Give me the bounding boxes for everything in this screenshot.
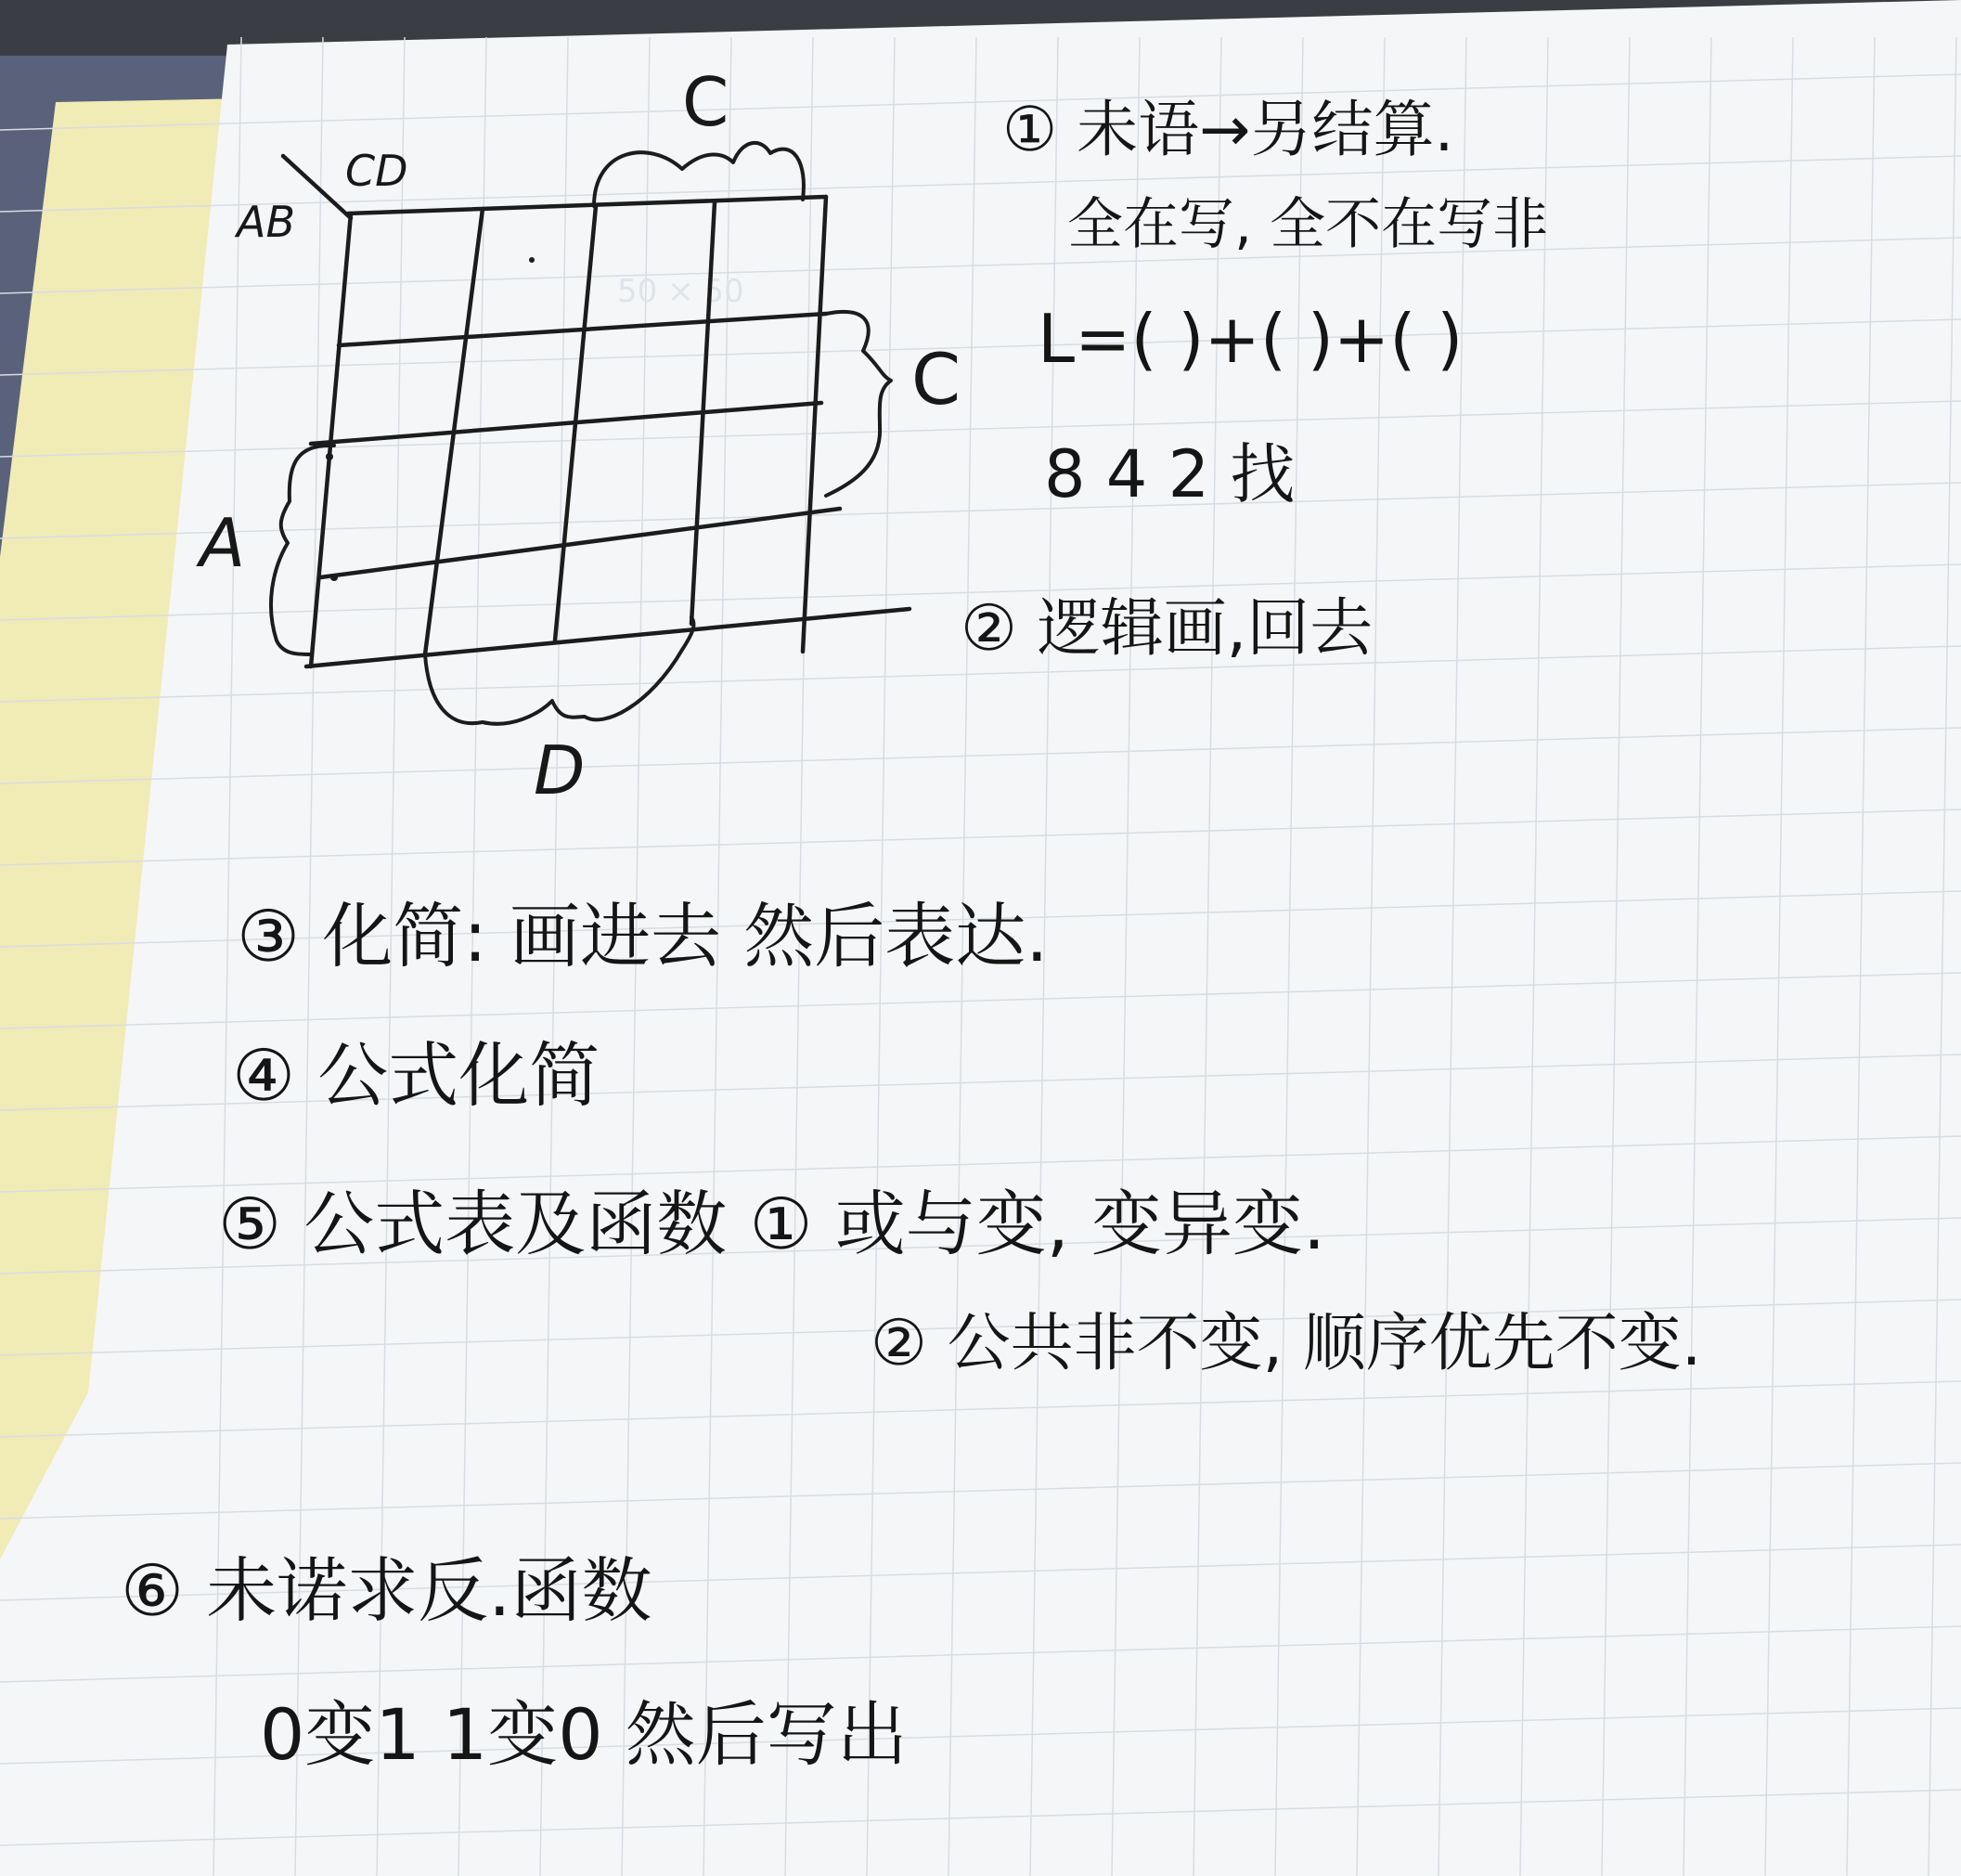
top-brace-label: C bbox=[682, 63, 729, 141]
note-line-11: 0变1 1变0 然后写出 bbox=[260, 1693, 908, 1776]
paper-watermark: 50 × 50 bbox=[617, 273, 744, 310]
bottom-brace-label: D bbox=[534, 731, 586, 809]
note-line-3: L=( )+( )+( ) bbox=[1038, 300, 1464, 378]
kmap-dot bbox=[326, 453, 333, 460]
kmap-row-variable-label: AB bbox=[237, 197, 296, 247]
note-line-9: ② 公共非不变, 顺序优先不变. bbox=[871, 1307, 1702, 1380]
note-line-5: ② 逻辑画,回去 bbox=[961, 592, 1374, 666]
right-brace-label: C bbox=[911, 338, 961, 420]
left-brace-label: A bbox=[200, 504, 246, 582]
note-line-10: ⑥ 未诺求反.函数 bbox=[121, 1549, 652, 1632]
kmap-dot bbox=[330, 574, 338, 581]
kmap-dot bbox=[529, 257, 535, 263]
note-line-7: ④ 公式化简 bbox=[232, 1034, 600, 1117]
note-line-8: ⑤ 公式表及函数 ① 或与变, 变异变. bbox=[218, 1183, 1326, 1265]
note-line-2: 全在写, 全不在写非 bbox=[1067, 192, 1549, 257]
note-line-6: ③ 化简: 画进去 然后表达. bbox=[237, 895, 1049, 977]
note-line-1: ① 未语→另结算. bbox=[1002, 94, 1454, 165]
note-line-4: 8 4 2 找 bbox=[1044, 436, 1296, 512]
kmap-col-variable-label: CD bbox=[345, 146, 408, 196]
